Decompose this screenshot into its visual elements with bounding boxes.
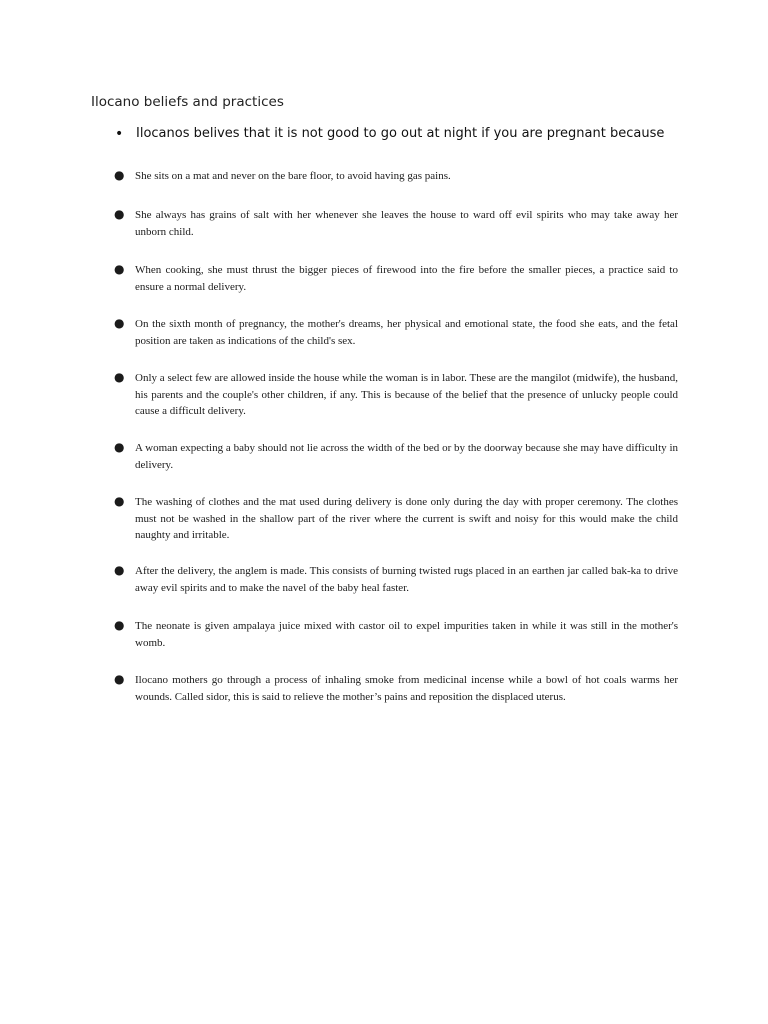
bullet-icon: ● — [114, 262, 125, 276]
list-item — [114, 494, 678, 544]
document-title: Ilocano beliefs and practices — [91, 94, 284, 110]
list-item-text: She always has grains of salt with her whenever she leaves the house to ward off evil spirits who may take away her unborn child. — [135, 209, 678, 238]
list-item — [114, 440, 678, 473]
list-item — [114, 672, 678, 705]
list-item-text: On the sixth month of pregnancy, the mother's dreams, her physical and emotional state, the food she eats, and the fetal position are taken as indications of the child's sex. — [135, 318, 678, 347]
list-item-text: The washing of clothes and the mat used during delivery is done only during the day with proper ceremony. The clothes must not be washed in the shallow part of the river where the current is swift and noisy for this would make the child naughty and irritable. — [135, 496, 678, 541]
list-item — [114, 563, 678, 596]
list-item-text: Ilocano mothers go through a process of inhaling smoke from medicinal incense while a bowl of hot coals warms her wounds. Called sidor, this is said to relieve the mother’s pains and reposition the displaced uterus. — [135, 674, 678, 703]
list-item-text: She sits on a mat and never on the bare floor, to avoid having gas pains. — [135, 170, 451, 182]
bullet-icon: • — [115, 126, 124, 142]
list-item-text: The neonate is given ampalaya juice mixed with castor oil to expel impurities taken in while it was still in the mother's womb. — [135, 620, 678, 649]
list-item — [114, 370, 678, 420]
bullet-icon: ● — [114, 440, 125, 454]
bullet-icon: ● — [114, 370, 125, 384]
bullet-icon: ● — [114, 316, 125, 330]
bullet-icon: ● — [114, 618, 125, 632]
bullet-icon: ● — [114, 207, 125, 221]
list-item — [114, 618, 678, 651]
bullet-icon: ● — [114, 563, 125, 577]
bullet-icon: ● — [114, 168, 125, 182]
bullet-icon: ● — [114, 494, 125, 508]
bullet-icon: ● — [114, 672, 125, 686]
list-item-text: After the delivery, the anglem is made. This consists of burning twisted rugs placed in an earthen jar called bak-ka to drive away evil spirits and to make the navel of the baby heal faster. — [135, 565, 678, 594]
list-item — [114, 316, 678, 349]
list-item — [114, 207, 678, 240]
list-item-text: Only a select few are allowed inside the house while the woman is in labor. These are the mangilot (midwife), the husband, his parents and the couple's other children, if any. This is because of the belief that the presence of unlucky people could cause a difficult delivery. — [135, 372, 678, 417]
list-item — [114, 262, 678, 295]
list-item — [114, 168, 678, 185]
list-item-text: A woman expecting a baby should not lie across the width of the bed or by the doorway because she may have difficulty in delivery. — [135, 442, 678, 471]
lead-text: Ilocanos belives that it is not good to go out at night if you are pregnant because — [136, 126, 665, 141]
list-item-text: When cooking, she must thrust the bigger pieces of firewood into the fire before the smaller pieces, a practice said to ensure a normal delivery. — [135, 264, 678, 293]
